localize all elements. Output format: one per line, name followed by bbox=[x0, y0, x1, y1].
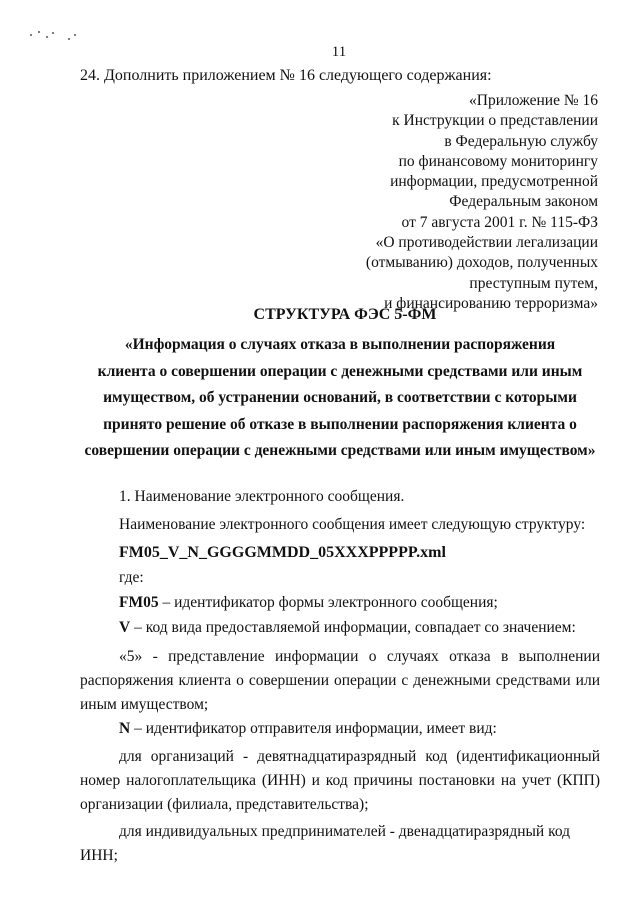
appendix-line: информации, предусмотренной bbox=[390, 173, 598, 191]
where-container bbox=[80, 566, 600, 590]
org-paragraph bbox=[80, 745, 600, 817]
structure-title: СТРУКТУРА ФЭС 5-ФМ bbox=[253, 306, 437, 323]
structure-desc-line: принято решение об отказе в выполнении распоряжения клиента о bbox=[103, 415, 577, 433]
org-line: для организаций - девятнадцатиразрядный код (идентификационный bbox=[119, 748, 600, 765]
appendix-line: Федеральным законом bbox=[449, 193, 598, 211]
v5-paragraph bbox=[80, 645, 600, 717]
where-label: где: bbox=[119, 569, 144, 586]
n-term: N bbox=[119, 720, 131, 737]
filename-container bbox=[80, 541, 600, 565]
v-def: – код вида предоставляемой информации, совпадает со значением: bbox=[130, 619, 576, 636]
structure-description bbox=[80, 332, 600, 465]
fm05-term: FM05 bbox=[119, 594, 159, 611]
n-definition bbox=[80, 717, 600, 741]
v5-line: «5» - представление информации о случаях отказа в выполнении bbox=[119, 648, 600, 665]
v-definition bbox=[80, 616, 600, 640]
structure-line: Наименование электронного сообщения имеет следующую структуру: bbox=[119, 516, 586, 533]
appendix-line: к Инструкции о представлении bbox=[392, 112, 598, 130]
appendix-line: «Приложение № 16 bbox=[469, 92, 598, 109]
page-number: 11 bbox=[331, 44, 347, 60]
appendix-header bbox=[366, 91, 598, 314]
appendix-line: по финансовому мониторингу bbox=[398, 152, 598, 170]
fm05-definition bbox=[80, 591, 600, 615]
v-term: V bbox=[119, 619, 131, 636]
structure-desc-line: имуществом, об устранении оснований, в соответствии с которыми bbox=[103, 389, 577, 407]
appendix-line: в Федеральную службу bbox=[444, 132, 598, 150]
ip-paragraph bbox=[80, 820, 600, 868]
fm05-def: – идентификатор формы электронного сообщения; bbox=[158, 594, 498, 611]
org-line: номер налогоплательщика (ИНН) и код причины постановки на учет (КПП) bbox=[80, 772, 600, 789]
v5-line: распоряжения клиента о совершении операции с денежными средствами или bbox=[80, 672, 600, 689]
structure-desc-line: «Информация о случаях отказа в выполнении распоряжения bbox=[124, 336, 556, 353]
ip-line: для индивидуальных предпринимателей - двенадцатиразрядный код ИНН; bbox=[80, 823, 571, 864]
structure-line-container bbox=[80, 513, 600, 537]
appendix-line: и финансированию терроризма» bbox=[384, 294, 598, 312]
appendix-line: (отмыванию) доходов, полученных bbox=[365, 254, 598, 272]
n-def: – идентификатор отправителя информации, имеет вид: bbox=[130, 720, 497, 737]
org-line: организации (филиала, представительства); bbox=[80, 796, 369, 813]
v5-line: иным имуществом; bbox=[80, 696, 209, 713]
structure-desc-line: совершении операции с денежными средствами или иным имуществом» bbox=[84, 442, 596, 460]
appendix-line: от 7 августа 2001 г. № 115-ФЗ bbox=[401, 213, 598, 231]
appendix-line: преступным путем, bbox=[469, 274, 598, 292]
section-heading-container bbox=[80, 485, 600, 509]
structure-desc-line: клиента о совершении операции с денежными средствами или иным bbox=[97, 362, 583, 380]
message-filename: FM05_V_N_GGGGMMDD_05XXXPPPPP.xml bbox=[119, 544, 446, 561]
amendment-intro: 24. Дополнить приложением № 16 следующего содержания: bbox=[80, 67, 492, 84]
appendix-line: «О противодействии легализации bbox=[375, 234, 598, 252]
section-heading: 1. Наименование электронного сообщения. bbox=[119, 488, 405, 505]
